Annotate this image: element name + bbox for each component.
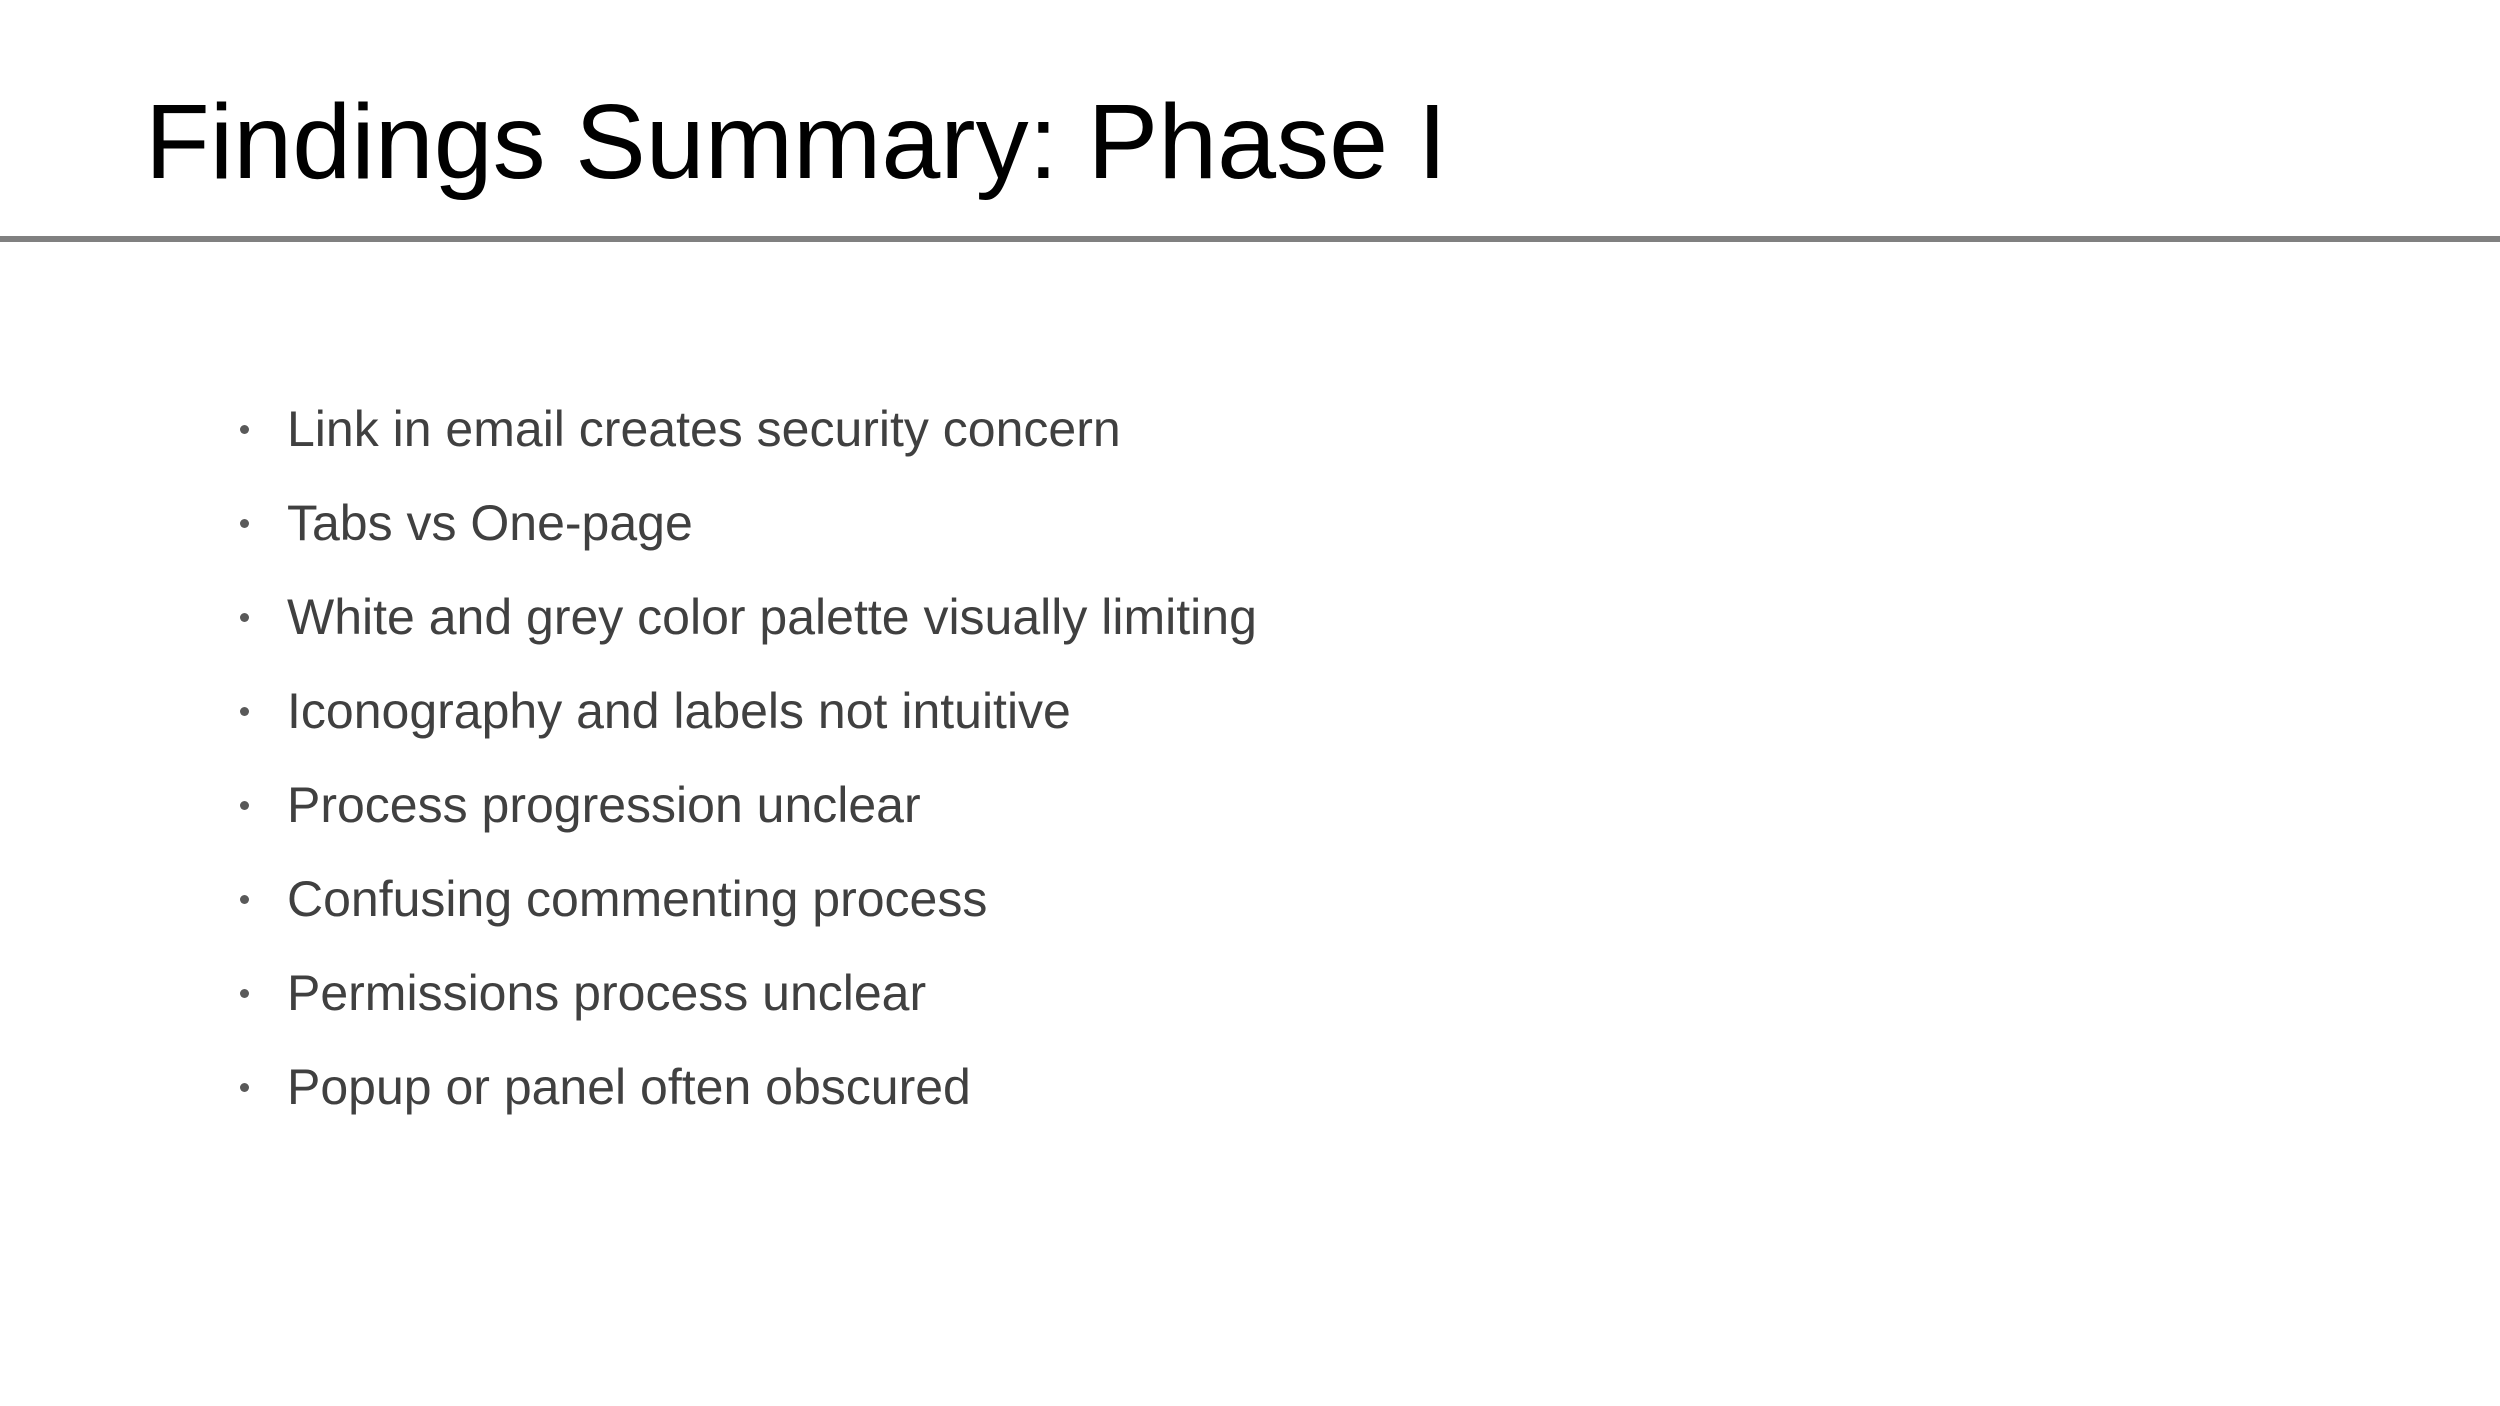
- bullet-item: [240, 664, 1257, 758]
- bullet-text: Permissions process unclear: [287, 965, 927, 1021]
- bullet-list: [240, 382, 1257, 1134]
- title-divider: [0, 236, 2500, 242]
- bullet-text: Process progression unclear: [287, 777, 921, 833]
- bullet-dot-icon: [240, 989, 249, 998]
- bullet-item: [240, 946, 1257, 1040]
- bullet-item: [240, 852, 1257, 946]
- bullet-item: [240, 1040, 1257, 1134]
- bullet-text: Tabs vs One-page: [287, 495, 693, 551]
- bullet-text: White and grey color palette visually limiting: [287, 589, 1257, 645]
- bullet-dot-icon: [240, 707, 249, 716]
- bullet-dot-icon: [240, 801, 249, 810]
- bullet-dot-icon: [240, 895, 249, 904]
- slide-title: Findings Summary: Phase I: [145, 83, 1447, 201]
- bullet-text: Link in email creates security concern: [287, 401, 1121, 457]
- bullet-item: [240, 476, 1257, 570]
- bullet-item: [240, 570, 1257, 664]
- bullet-dot-icon: [240, 613, 249, 622]
- bullet-dot-icon: [240, 1083, 249, 1092]
- bullet-dot-icon: [240, 519, 249, 528]
- bullet-text: Popup or panel often obscured: [287, 1059, 971, 1115]
- bullet-text: Confusing commenting process: [287, 871, 988, 927]
- bullet-item: [240, 382, 1257, 476]
- bullet-text: Iconography and labels not intuitive: [287, 683, 1071, 739]
- bullet-item: [240, 758, 1257, 852]
- bullet-dot-icon: [240, 425, 249, 434]
